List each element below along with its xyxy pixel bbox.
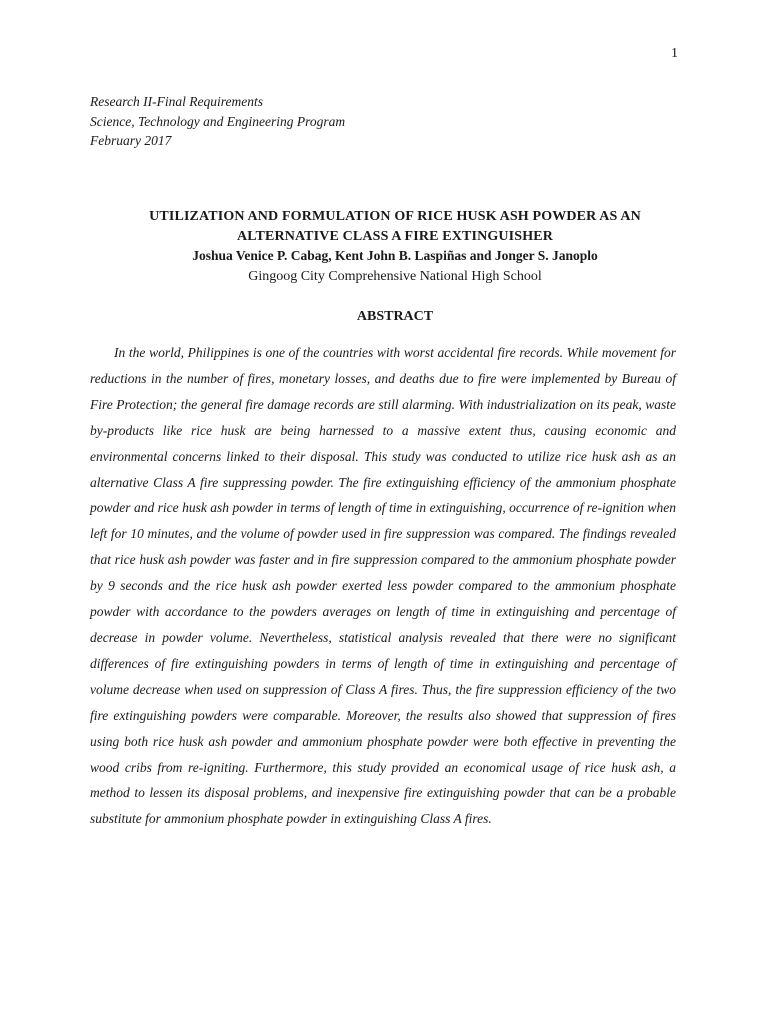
page-number: 1 [671,46,678,61]
affiliation: Gingoog City Comprehensive National High School [248,268,542,284]
abstract-body: In the world, Philippines is one of the countries with worst accidental fire records. While movement for reductions in the number of fires, monetary losses, and deaths due to fire were implemented by Bureau of Fire Protection; the general fire damage records are still alarming. With industrialization on its peak, waste by-products like rice husk are being harnessed to a massive extent thus, causing economic and environmental concerns linked to their disposal. This study was conducted to utilize rice husk ash as an alternative Class A fire suppressing powder. The fire extinguishing efficiency of the ammonium phosphate powder and rice husk ash powder in terms of length of time in extinguishing, occurrence of re-ignition when left for 10 minutes, and the volume of powder used in fire suppression was compared. The findings revealed that rice husk ash powder was faster and in fire suppression compared to the ammonium phosphate powder by 9 seconds and the rice husk ash powder exerted less powder compared to the ammonium phosphate powder with accordance to the powders averages on length of time in extinguishing and percentage of decrease in powder volume. Nevertheless, statistical analysis revealed that there were no significant differences of fire extinguishing powders in terms of length of time in extinguishing and percentage of volume decrease when used on suppression of Class A fires. Thus, the fire suppression efficiency of the two fire extinguishing powders were comparable. Moreover, the results also showed that suppression of fires using both rice husk ash powder and ammonium phosphate powder were both effective in preventing the wood cribs from re-igniting. Furthermore, this study provided an economical usage of rice husk ash, a method to lessen its disposal problems, and inexpensive fire extinguishing powder that can be a probable substitute for ammonium phosphate powder in extinguishing Class A fires. [90,345,676,827]
course-requirement: Research II-Final Requirements [90,94,263,109]
paper-title-line-2: ALTERNATIVE CLASS A FIRE EXTINGUISHER [237,228,553,244]
paper-title-line-1: UTILIZATION AND FORMULATION OF RICE HUSK ASH POWDER AS AN [149,209,641,224]
abstract-heading: ABSTRACT [356,309,434,324]
program-name: Science, Technology and Engineering Program [90,113,346,129]
title-block [90,207,700,287]
document-date: February 2017 [90,133,172,148]
document-header [90,92,345,151]
author-list: Joshua Venice P. Cabag, Kent John B. Laspiñas and Jonger S. Janoplo [192,248,598,263]
